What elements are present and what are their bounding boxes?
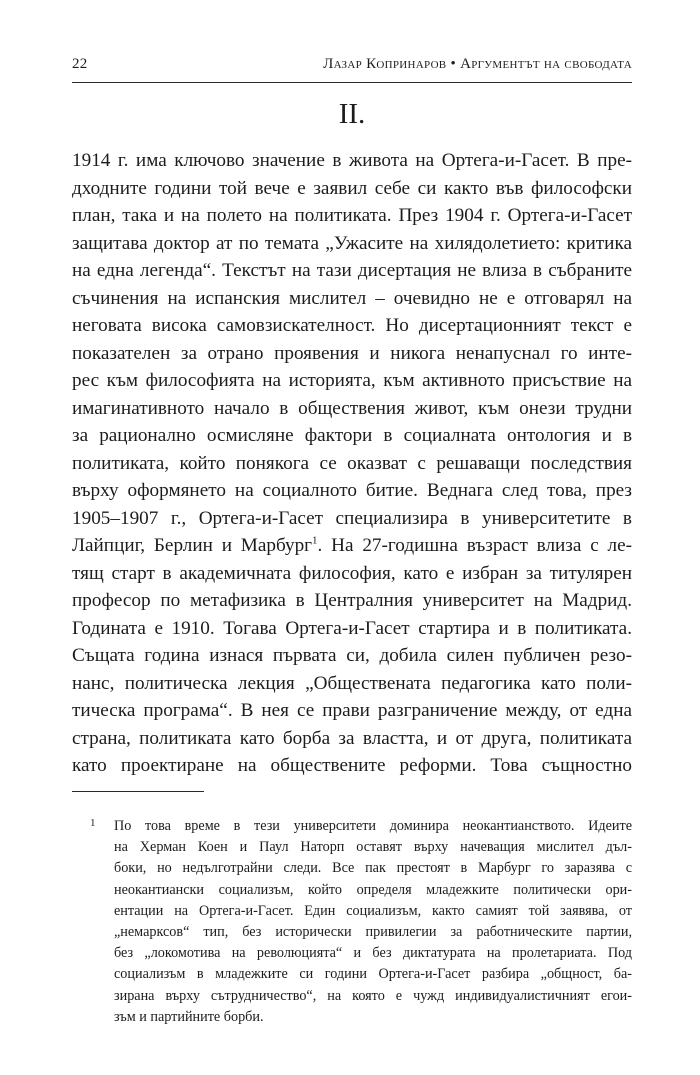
body-line-with-footnote-ref	[72, 532, 632, 560]
body-line-start: Лайпциг, Берлин и Марбург	[72, 535, 313, 556]
body-line: нанс, политическа лекция „Обществената педагогика като поли-	[72, 672, 632, 694]
body-line: 1914 г. има ключово значение в живота на Ортега-и-Гасет. В пре-	[72, 150, 632, 171]
footnote-line: неокантиански социализъм, който определя младежките политически ори-	[114, 881, 632, 898]
body-line: Същата година изнася първата си, добила силен публичен резо-	[72, 645, 632, 666]
body-line: неговата висока самовзискателност. Но дисертационният текст е	[72, 315, 632, 336]
footnote-rule	[72, 791, 204, 792]
body-line: върху оформянето на социалното битие. Веднага след това, през	[72, 480, 632, 501]
body-line: страна, политиката като борба за властта, и от друга, политиката	[72, 727, 632, 749]
body-line: на една легенда“. Текстът на тази дисертация не влиза в събраните	[72, 260, 632, 281]
body-line: тическа програма“. В нея се прави разграничение между, от една	[72, 700, 632, 721]
body-line: съчинения на испанския мислител – очевидно не е отговарял на	[72, 287, 632, 309]
body-line: като проектиране на обществените реформи. Това същностно	[72, 755, 632, 776]
body-line: 1905–1907 г., Ортега-и-Гасет специализира в университетите в	[72, 507, 632, 529]
footnote-line: социализъм в младежките си години Ортега-и-Гасет разбира „общност, ба-	[114, 966, 632, 983]
body-line: защитава доктор ат по темата „Ужасите на хилядолетието: критика	[72, 232, 632, 254]
running-title: Лазар Копринаров • Аргументът на свободата	[323, 56, 632, 72]
body-line: план, така и на полето на политиката. През 1904 г. Ортега-и-Гасет	[72, 205, 632, 226]
body-line: политиката, който понякога се оказват с решаващи последствия	[72, 452, 632, 474]
footnote-body	[114, 816, 632, 1028]
body-line: рес към философията на историята, към активното присъствие на	[72, 370, 632, 391]
footnote-reference[interactable]: 1	[312, 534, 318, 547]
footnote-line: боки, но недълготрайни следи. Все пак престоят в Марбург го заразява с	[114, 860, 632, 877]
body-line: тящ старт в академичната философия, като е избран за титулярен	[72, 562, 632, 584]
running-head	[72, 56, 632, 80]
body-line: имагинативното начало в обществения живот, към онези трудни	[72, 397, 632, 419]
footnote-line: зирана върху сътрудничество“, на която е чужд индивидуалистичният егои-	[114, 987, 632, 1004]
body-line: Годината е 1910. Тогава Ортега-и-Гасет стартира и в политиката.	[72, 617, 632, 639]
header-rule	[72, 82, 632, 83]
footnote-line: без „локомотива на революцията“ и без диктатурата на пролетариата. Под	[114, 945, 632, 962]
body-text	[72, 147, 632, 780]
body-line: за рационално осмисляне фактори в социалната онтология и в	[72, 425, 632, 446]
body-line-end: . На 27-годишна възраст влиза с ле-	[317, 535, 632, 556]
footnote-marker: 1	[90, 817, 96, 829]
page-number: 22	[72, 56, 88, 72]
footnote-line: „немарксов“ тип, без исторически привилегии за работническите партии,	[114, 923, 632, 940]
footnote-line: По това време в тези университети доминира неокантианството. Идеите	[114, 818, 632, 834]
footnote-line: ентации на Ортега-и-Гасет. Един социализъм, както самият той заявява, от	[114, 902, 632, 919]
body-line: дходните години той вече е заявил себе си както във философски	[72, 177, 632, 199]
body-line: показателен за отрано проявения и никога ненапуснал го инте-	[72, 342, 632, 364]
footnote-line: на Херман Коен и Паул Наторп оставят върху начеващия мислител дъл-	[114, 839, 632, 856]
section-heading: II.	[338, 98, 366, 130]
footnote-line: зъм и партийните борби.	[114, 1008, 264, 1025]
body-line: професор по метафизика в Централния университет на Мадрид.	[72, 590, 632, 611]
